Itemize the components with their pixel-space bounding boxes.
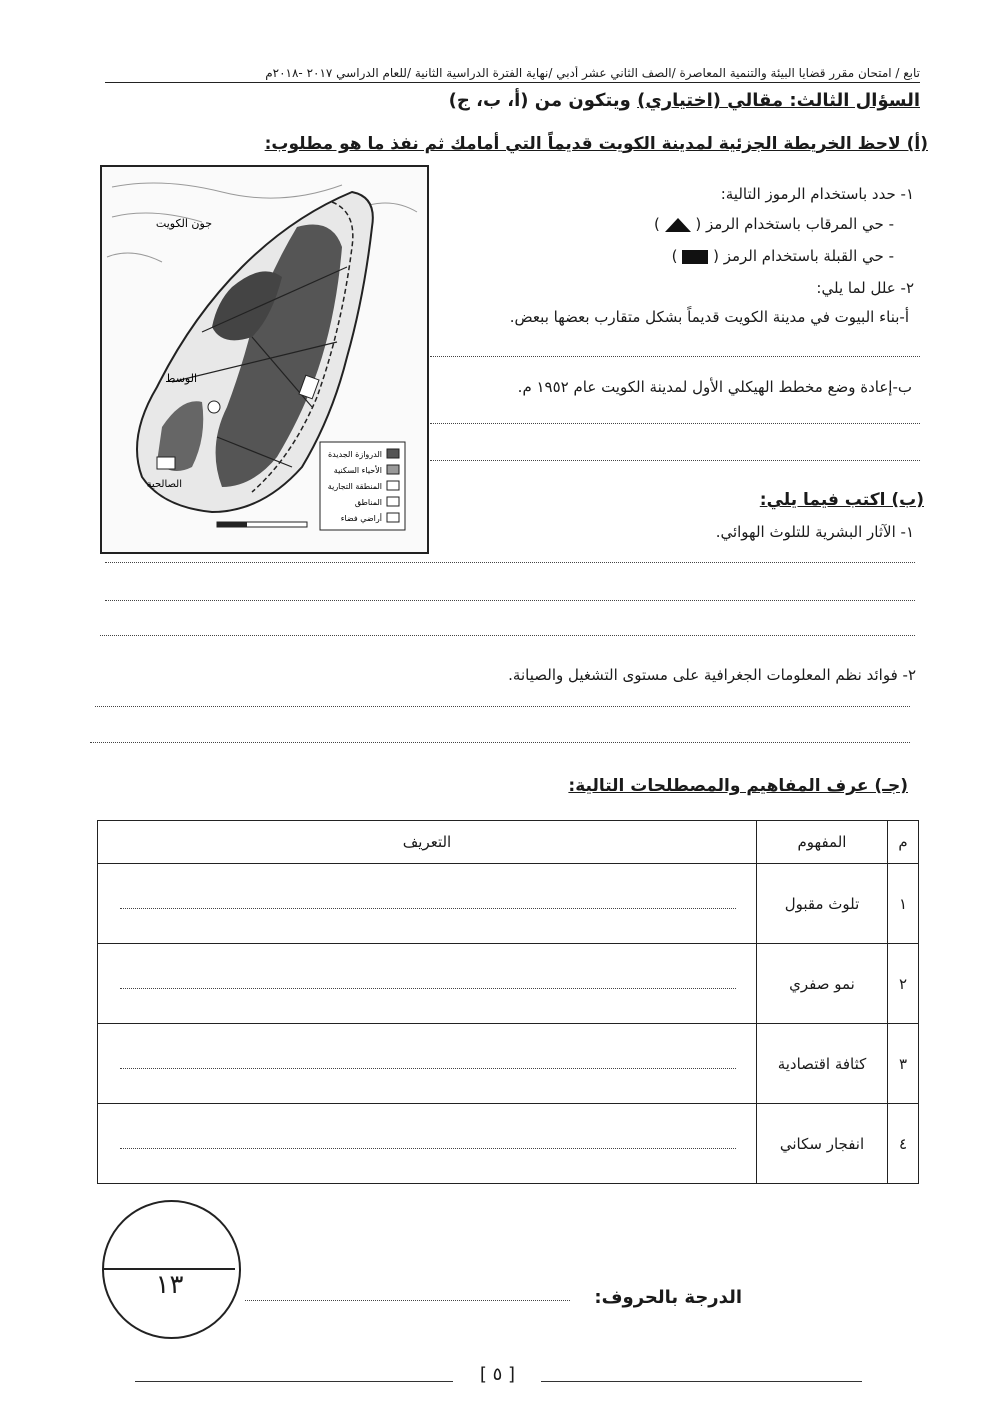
exam-header: تابع / امتحان مقرر قضايا البيئة والتنمية المعاصرة /الصف الثاني عشر أدبي /نهاية الفترة الدراسية الثانية /للعام الدراسي ٢٠١٧ -٢٠١٨م xyxy=(105,66,920,83)
table-row xyxy=(98,1024,919,1104)
footer-rule-left xyxy=(135,1381,453,1382)
a-item1-b-end: ) xyxy=(671,247,678,265)
answer-line[interactable] xyxy=(430,423,920,424)
footer-rule-right xyxy=(541,1381,862,1382)
answer-line[interactable] xyxy=(105,600,915,601)
score-value: ١٣ xyxy=(155,1270,184,1300)
table-row xyxy=(98,944,919,1024)
section-b-heading: (ب) اكتب فيما يلي: xyxy=(759,490,924,510)
grade-answer-line[interactable] xyxy=(245,1300,570,1301)
row-term: كثافة اقتصادية xyxy=(757,1024,888,1104)
table-row xyxy=(98,864,919,944)
kuwait-old-city-map xyxy=(100,165,429,554)
legend-item: الدروازة الجديدة xyxy=(327,450,382,459)
legend-item: المناطق xyxy=(354,498,382,507)
row-term: انفجار سكاني xyxy=(757,1104,888,1184)
question-title-main: السؤال الثالث: مقالي (اختياري) xyxy=(637,90,920,111)
section-a-heading: (أ) لاحظ الخريطة الجزئية لمدينة الكويت قديماً التي أمامك ثم نفذ ما هو مطلوب: xyxy=(264,134,928,154)
b-item2: ٢- فوائد نظم المعلومات الجغرافية على مستوى التشغيل والصيانة. xyxy=(508,666,916,684)
answer-line[interactable] xyxy=(430,460,920,461)
grade-label: الدرجة بالحروف: xyxy=(594,1287,742,1308)
map-svg xyxy=(102,167,427,552)
legend-item: أراضي فضاء xyxy=(340,514,382,523)
a-item1-a-text: - حي المرقاب باستخدام الرمز ( xyxy=(695,215,894,233)
answer-line[interactable] xyxy=(95,706,910,707)
row-num: ٣ xyxy=(888,1024,919,1104)
a-item2: ٢- علل لما يلي: xyxy=(816,279,914,297)
section-c-heading: (جـ) عرف المفاهيم والمصطلحات التالية: xyxy=(568,776,908,796)
table-header-row xyxy=(98,821,919,864)
row-term: نمو صفري xyxy=(757,944,888,1024)
a-item1-a xyxy=(654,215,894,233)
row-def-answer[interactable] xyxy=(98,944,757,1024)
row-num: ١ xyxy=(888,864,919,944)
legend-item: الأحياء السكنية xyxy=(333,466,382,475)
square-icon xyxy=(682,250,708,264)
page-number: [ ٥ ] xyxy=(479,1364,516,1385)
row-num: ٢ xyxy=(888,944,919,1024)
answer-line[interactable] xyxy=(100,635,915,636)
table-row xyxy=(98,1104,919,1184)
col-def-header: التعريف xyxy=(98,821,757,864)
map-label-center: الوسط xyxy=(165,372,197,385)
answer-line[interactable] xyxy=(105,562,915,563)
a-item2-a: أ-بناء البيوت في مدينة الكويت قديماً بشكل متقارب بعضها ببعض. xyxy=(509,308,909,326)
a-item2-b: ب-إعادة وضع مخطط الهيكلي الأول لمدينة الكويت عام ١٩٥٢ م. xyxy=(517,378,912,396)
map-label-bottom: الصالحية xyxy=(146,479,182,490)
row-def-answer[interactable] xyxy=(98,1104,757,1184)
answer-line[interactable] xyxy=(90,742,910,743)
row-def-answer[interactable] xyxy=(98,1024,757,1104)
col-term-header: المفهوم xyxy=(757,821,888,864)
map-label-top: جون الكويت xyxy=(155,217,212,230)
triangle-icon xyxy=(665,218,691,232)
a-item1-a-end: ) xyxy=(653,215,660,233)
a-item1-b-text: - حي القبلة باستخدام الرمز ( xyxy=(713,247,894,265)
row-term: تلوث مقبول xyxy=(757,864,888,944)
row-num: ٤ xyxy=(888,1104,919,1184)
answer-line[interactable] xyxy=(430,356,920,357)
col-num-header: م xyxy=(888,821,919,864)
legend-item: المنطقة التجارية xyxy=(327,482,382,491)
a-item1: ١- حدد باستخدام الرموز التالية: xyxy=(720,185,914,203)
row-def-answer[interactable] xyxy=(98,864,757,944)
question-title-rest: ويتكون من (أ، ب، ج) xyxy=(448,90,638,111)
question-title xyxy=(449,90,920,111)
a-item1-b xyxy=(672,247,894,265)
definitions-table xyxy=(97,820,919,1184)
b-item1: ١- الآثار البشرية للتلوث الهوائي. xyxy=(715,523,914,541)
